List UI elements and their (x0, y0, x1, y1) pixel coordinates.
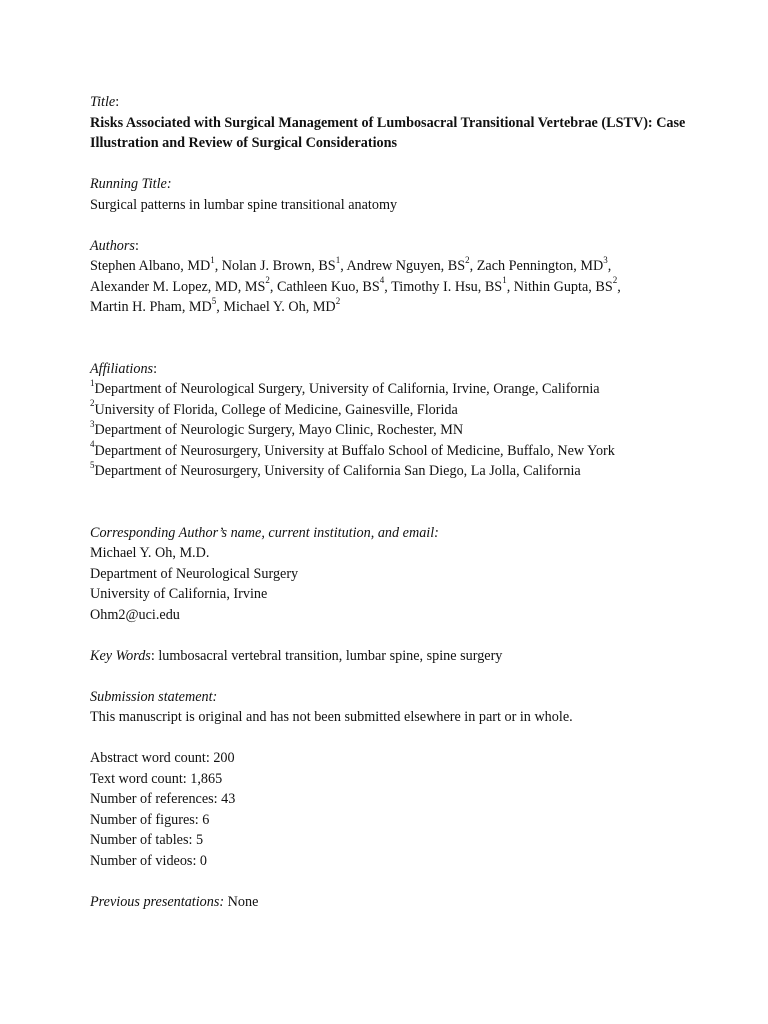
affiliation-number: 1 (90, 377, 95, 388)
text-word-count: Text word count: 1,865 (90, 770, 223, 787)
affiliation-item (90, 400, 730, 421)
corresponding-author-institution: University of California, Irvine (90, 586, 268, 602)
author-name: Stephen Albano, MD (90, 258, 211, 274)
corresponding-author-department: Department of Neurological Surgery (90, 565, 299, 582)
author-affiliation-marker: 2 (612, 275, 618, 286)
author-name: Timothy I. Hsu, BS (391, 278, 503, 295)
affiliation-item (90, 420, 730, 441)
authors-label: Authors (90, 237, 135, 254)
affiliation-text: University of Florida, College of Medicine, Gainesville, Florida (94, 401, 458, 418)
affiliation-item (90, 461, 730, 482)
author-affiliation-marker: 4 (379, 275, 385, 286)
reference-count: Number of references: 43 (90, 791, 236, 807)
title-label-line: Title: (90, 94, 120, 110)
corresponding-author-name: Michael Y. Oh, M.D. (90, 545, 210, 561)
affiliation-number: 2 (90, 398, 95, 409)
affiliation-item (90, 379, 730, 400)
affiliation-text: Department of Neurosurgery, University of California San Diego, La Jolla, California (94, 463, 581, 479)
author-affiliation-marker: 3 (603, 254, 608, 265)
paper-title: Risks Associated with Surgical Management of Lumbosacral Transitional Vertebrae (LSTV): Case Illustration and Review of Surgical Considerations (90, 114, 686, 151)
author-name: Nithin Gupta, BS (513, 278, 613, 295)
keywords-line (90, 646, 730, 667)
authors-label-line: Authors: (90, 237, 139, 254)
author-affiliation-marker: 2 (265, 275, 270, 286)
affiliation-number: 3 (90, 418, 95, 429)
author-name: Zach Pennington, MD (476, 258, 604, 274)
author-line-3: Martin H. Pham, $MD^5$, Michael Y. Oh, $MD^2$ (90, 295, 341, 315)
keywords-label: Key Words (90, 647, 151, 664)
author-name: Andrew Nguyen, BS (346, 258, 466, 274)
author-affiliation-marker: 5 (211, 295, 217, 306)
author-name: Martin H. Pham, MD (90, 299, 212, 315)
author-affiliation-marker: 1 (502, 275, 507, 286)
corresponding-author-label: Corresponding Author’s name, current institution, and email: (90, 524, 439, 541)
author-name: Cathleen Kuo, BS (276, 278, 380, 295)
abstract-word-count: Abstract word count: 200 (90, 750, 235, 766)
author-affiliation-marker: 1 (335, 254, 341, 265)
affiliation-text: Department of Neurologic Surgery, Mayo Clinic, Rochester, MN (94, 422, 464, 438)
previous-presentations-line (90, 892, 730, 913)
running-title-label: Running Title: (90, 176, 172, 192)
author-affiliation-marker: 2 (465, 254, 470, 265)
author-name: Michael Y. Oh, MD (223, 299, 336, 315)
keywords-text: : lumbosacral vertebral transition, lumbar spine, spine surgery (150, 647, 503, 664)
affiliation-item (90, 441, 730, 462)
table-count: Number of tables: 5 (90, 832, 204, 848)
affiliation-number: 4 (90, 439, 95, 450)
author-line-1: Stephen Albano, $MD^1$, Nolan J. Brown, $BS^1$, Andrew Nguyen, $BS^2$, Zach Pennington, $MD^3$, (90, 254, 612, 274)
author-name: Alexander M. Lopez, MD, MS (90, 278, 266, 295)
submission-statement-text: This manuscript is original and has not been submitted elsewhere in part or in whole. (90, 709, 573, 725)
author-affiliation-marker: 2 (335, 295, 341, 306)
submission-statement-label: Submission statement: (90, 688, 218, 705)
author-line-2: Alexander M. Lopez, MD, $MS^2$, Cathleen Kuo, $BS^4$, Timothy I. Hsu, $BS^1$, Nithin Gupta, $BS^2$, (90, 275, 621, 295)
previous-presentations-label: Previous presentations: (90, 893, 225, 910)
corresponding-author-email: Ohm2@uci.edu (90, 606, 180, 623)
affiliations-label-line: Affiliations: (90, 360, 158, 377)
figure-count: Number of figures: 6 (90, 811, 210, 828)
title-label: Title (90, 94, 116, 110)
video-count: Number of videos: 0 (90, 852, 208, 869)
running-title-text: Surgical patterns in lumbar spine transitional anatomy (90, 196, 398, 213)
affiliations-label: Affiliations (90, 360, 154, 377)
author-affiliation-marker: 1 (210, 254, 215, 265)
author-name: Nolan J. Brown, BS (221, 258, 336, 274)
previous-presentations-value: None (224, 893, 259, 910)
affiliation-text: Department of Neurological Surgery, University of California, Irvine, Orange, California (94, 381, 600, 397)
affiliation-number: 5 (90, 459, 95, 470)
manuscript-title-page (90, 92, 730, 912)
affiliation-text: Department of Neurosurgery, University at Buffalo School of Medicine, Buffalo, New York (94, 442, 615, 459)
